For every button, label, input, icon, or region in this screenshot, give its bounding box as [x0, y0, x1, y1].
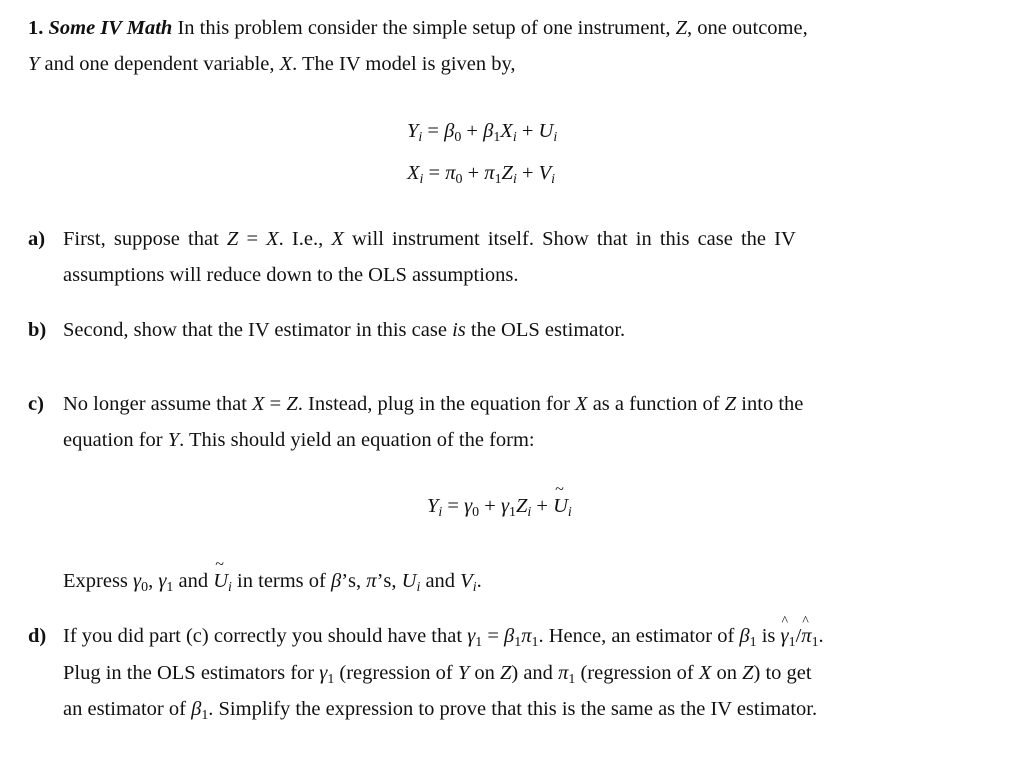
part-d-line3: an estimator of $\beta_1$. Simplify the expression to prove that this is the same as the IV estimator.	[63, 698, 818, 724]
part-c-line2: equation for Y. This should yield an equation of the form:	[63, 429, 535, 451]
part-b-label: b)	[28, 319, 47, 341]
part-a-line2: assumptions will reduce down to the OLS assumptions.	[63, 264, 519, 286]
problem-title: Some IV Math	[48, 17, 173, 39]
equation-outcome: $Y_i = \beta_0 + \beta_1X_i + U_i$	[407, 120, 558, 146]
problem-number: 1.	[28, 17, 44, 39]
part-c-label: c)	[28, 393, 44, 415]
problem-intro-line2: Y and one dependent variable, X. The IV model is given by,	[28, 53, 516, 75]
part-c-line1: No longer assume that X = Z. Instead, plug in the equation for X as a function of Z into the	[63, 393, 804, 415]
part-d-line2: Plug in the OLS estimators for $\gamma_1$ (regression of Y on Z) and $\pi_1$ (regression of X on Z) to get	[63, 662, 812, 688]
part-d-label: d)	[28, 625, 47, 647]
part-b-line1: Second, show that the IV estimator in this case is the OLS estimator.	[63, 319, 626, 341]
part-a-line1: First, suppose that Z = X. I.e., X will instrument itself. Show that in this case the IV	[63, 228, 796, 250]
equation-reduced-form: $Y_i = \gamma_0 + \gamma_1Z_i$ + ~ $U_i$	[427, 488, 572, 524]
intro-text-1: In this problem consider the simple setup of one instrument, Z, one outcome,	[177, 17, 808, 39]
problem-intro-line1	[28, 10, 808, 46]
equation-first-stage: $X_i = \pi_0 + \pi_1Z_i + V_i$	[407, 162, 556, 188]
part-a-label: a)	[28, 228, 46, 250]
part-d-line1: If you did part (c) correctly you should have that $\gamma_1 = \beta_1\pi_1$. Hence, an estimator of $\beta_1$ is ^ $\gamma_1/\^{}$ $\pi_1$.	[63, 618, 824, 654]
part-c-express: Express $\gamma_0$, $\gamma_1$ and ~ $U_i$ in terms of β’s, π’s, $U_i$ and $V_i$.	[63, 563, 482, 599]
